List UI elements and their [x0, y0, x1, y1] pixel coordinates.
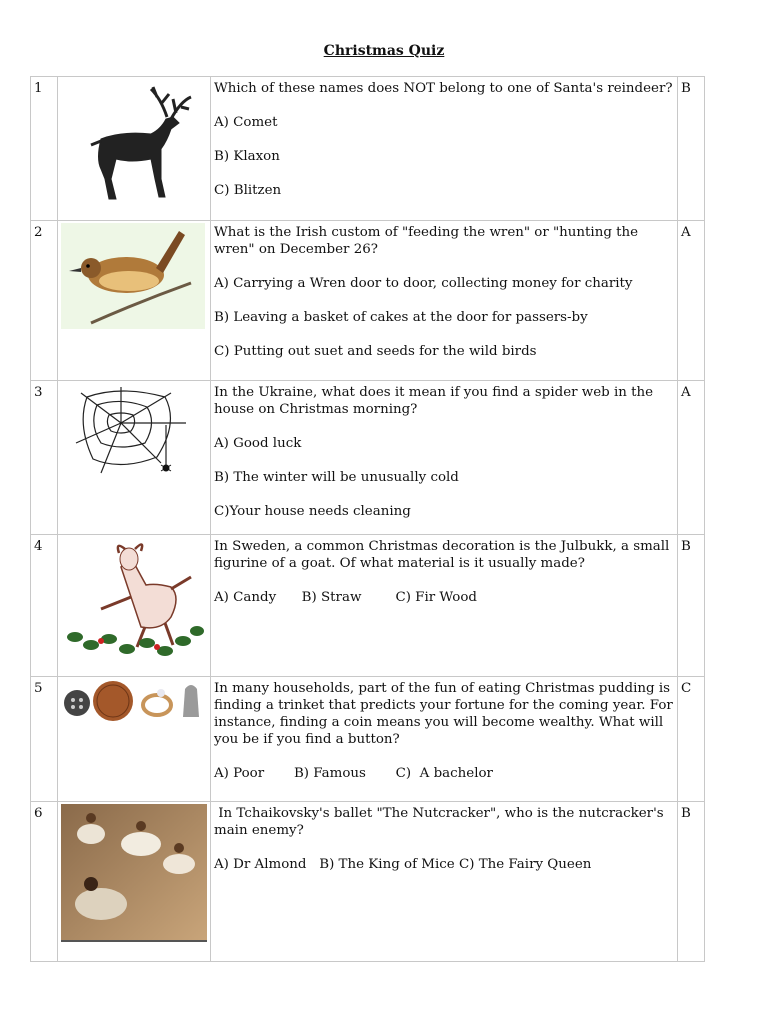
options-line: A) Dr Almond B) The King of Mice C) The Fairy Queen — [214, 857, 592, 872]
answer: B — [678, 802, 705, 962]
question-text: In Sweden, a common Christmas decoration is the Julbukk, a small figurine of a goat. Of what material is it usually made? — [214, 539, 670, 571]
table-row — [31, 77, 705, 221]
option-a: A) Comet — [214, 115, 278, 130]
wren-bird-icon — [61, 223, 205, 329]
question-number: 5 — [31, 677, 58, 802]
reindeer-icon — [61, 79, 201, 209]
options-line: A) Candy B) Straw C) Fir Wood — [214, 590, 477, 605]
question-number: 1 — [31, 77, 58, 221]
question-text: In the Ukraine, what does it mean if you find a spider web in the house on Christmas morning? — [214, 385, 654, 417]
table-row — [31, 221, 705, 381]
quiz-table — [30, 76, 705, 962]
answer: B — [678, 77, 705, 221]
option-b: B) Klaxon — [214, 149, 280, 164]
option-a: A) Carrying a Wren door to door, collecting money for charity — [214, 276, 633, 291]
option-c: C) Putting out suet and seeds for the wild birds — [214, 344, 537, 359]
question-text: Which of these names does NOT belong to one of Santa's reindeer? — [214, 81, 673, 96]
table-row — [31, 677, 705, 802]
answer: A — [678, 381, 705, 535]
options-line: A) Poor B) Famous C) A bachelor — [214, 766, 493, 781]
question-text: What is the Irish custom of "feeding the wren" or "hunting the wren" on December 26? — [214, 225, 639, 257]
question-image-cell — [58, 77, 211, 221]
option-a: A) Good luck — [214, 436, 302, 451]
option-b: B) Leaving a basket of cakes at the door for passers-by — [214, 310, 588, 325]
ballet-dancers-icon — [61, 804, 207, 942]
spider-web-icon — [61, 383, 201, 483]
question-image-cell — [58, 381, 211, 535]
option-c: C)Your house needs cleaning — [214, 504, 411, 519]
question-text: In many households, part of the fun of eating Christmas pudding is finding a trinket that predicts your fortune for the coming year. For instance, finding a coin means you will become wealthy. What will you be if you find a button? — [214, 681, 673, 747]
answer: B — [678, 535, 705, 677]
table-row — [31, 381, 705, 535]
question-image-cell — [58, 221, 211, 381]
question-number: 3 — [31, 381, 58, 535]
answer: A — [678, 221, 705, 381]
trinkets-icon — [61, 679, 205, 723]
option-c: C) Blitzen — [214, 183, 282, 198]
question-image-cell — [58, 802, 211, 962]
goat-icon — [61, 537, 205, 661]
table-row — [31, 535, 705, 677]
question-text: In Tchaikovsky's ballet "The Nutcracker", who is the nutcracker's main enemy? — [214, 806, 668, 838]
option-b: B) The winter will be unusually cold — [214, 470, 459, 485]
question-image-cell — [58, 535, 211, 677]
answer: C — [678, 677, 705, 802]
question-number: 4 — [31, 535, 58, 677]
question-image-cell — [58, 677, 211, 802]
question-number: 6 — [31, 802, 58, 962]
question-number: 2 — [31, 221, 58, 381]
table-row — [31, 802, 705, 962]
page-title: Christmas Quiz — [323, 43, 445, 59]
